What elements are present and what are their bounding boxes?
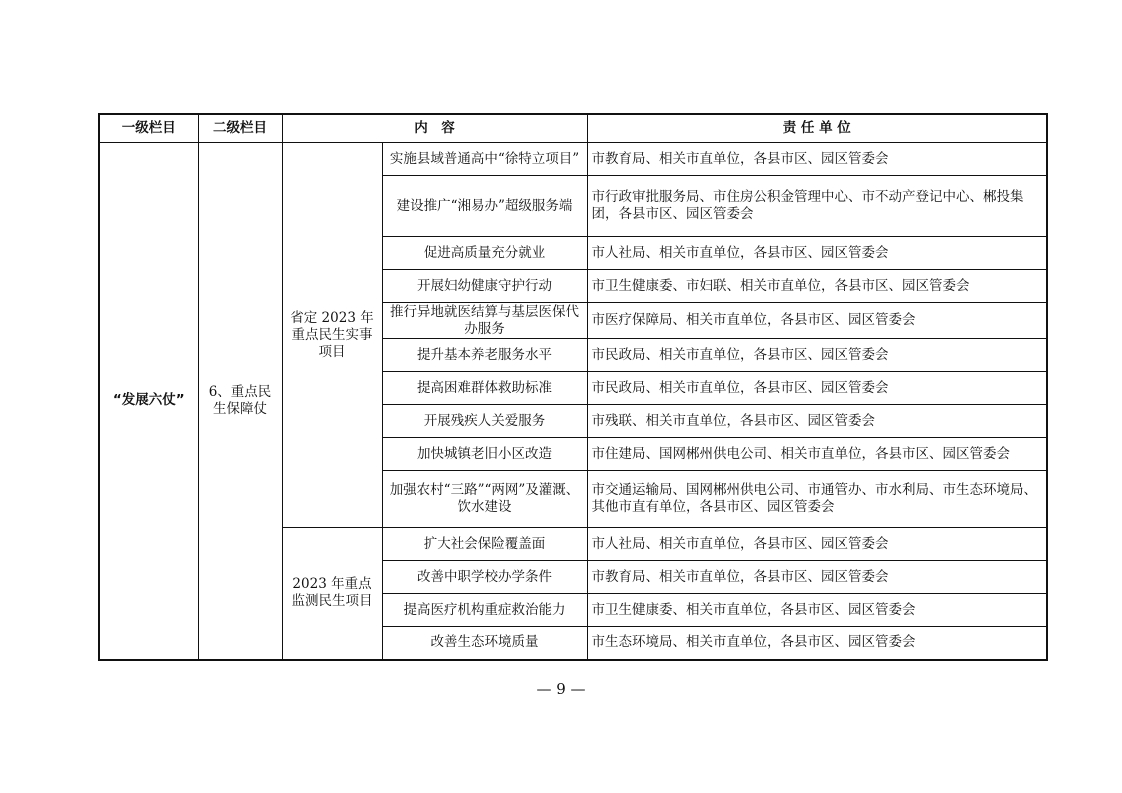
responsible-cell: 市行政审批服务局、市住房公积金管理中心、市不动产登记中心、郴投集团，各县市区、园区管委会 — [587, 176, 1047, 237]
responsible-cell: 市教育局、相关市直单位，各县市区、园区管委会 — [587, 561, 1047, 594]
responsible-cell: 市残联、相关市直单位，各县市区、园区管委会 — [587, 405, 1047, 438]
responsible-cell: 市卫生健康委、相关市直单位，各县市区、园区管委会 — [587, 594, 1047, 627]
item-cell: 提高困难群体救助标准 — [382, 372, 587, 405]
item-cell: 提升基本养老服务水平 — [382, 339, 587, 372]
item-cell: 改善生态环境质量 — [382, 627, 587, 660]
item-cell: 推行异地就医结算与基层医保代办服务 — [382, 303, 587, 339]
responsible-cell: 市卫生健康委、市妇联、相关市直单位，各县市区、园区管委会 — [587, 270, 1047, 303]
responsibility-table — [98, 113, 1048, 661]
item-cell: 提高医疗机构重症救治能力 — [382, 594, 587, 627]
responsible-cell: 市医疗保障局、相关市直单位，各县市区、园区管委会 — [587, 303, 1047, 339]
header-level2: 二级栏目 — [198, 114, 282, 143]
table-header-row — [99, 114, 1047, 143]
responsible-cell: 市教育局、相关市直单位，各县市区、园区管委会 — [587, 143, 1047, 176]
responsible-cell: 市人社局、相关市直单位，各县市区、园区管委会 — [587, 528, 1047, 561]
responsible-cell: 市人社局、相关市直单位，各县市区、园区管委会 — [587, 237, 1047, 270]
responsible-cell: 市交通运输局、国网郴州供电公司、市通管办、市水利局、市生态环境局、其他市直有单位，各县市区、园区管委会 — [587, 471, 1047, 528]
responsible-cell: 市生态环境局、相关市直单位，各县市区、园区管委会 — [587, 627, 1047, 660]
item-cell: 开展残疾人关爱服务 — [382, 405, 587, 438]
item-cell: 建设推广“湘易办”超级服务端 — [382, 176, 587, 237]
item-cell: 促进高质量充分就业 — [382, 237, 587, 270]
responsible-cell: 市住建局、国网郴州供电公司、相关市直单位，各县市区、园区管委会 — [587, 438, 1047, 471]
item-cell: 加强农村“三路”“两网”及灌溉、饮水建设 — [382, 471, 587, 528]
level2-cell: 6、重点民生保障仗 — [198, 143, 282, 660]
item-cell: 实施县域普通高中“徐特立项目” — [382, 143, 587, 176]
item-cell: 改善中职学校办学条件 — [382, 561, 587, 594]
group-cell: 省定 2023 年重点民生实事项目 — [282, 143, 382, 528]
header-level1: 一级栏目 — [99, 114, 198, 143]
level1-cell: “发展六仗” — [99, 143, 198, 660]
responsible-cell: 市民政局、相关市直单位，各县市区、园区管委会 — [587, 372, 1047, 405]
item-cell: 加快城镇老旧小区改造 — [382, 438, 587, 471]
header-responsible: 责 任 单 位 — [587, 114, 1047, 143]
responsible-cell: 市民政局、相关市直单位，各县市区、园区管委会 — [587, 339, 1047, 372]
header-content: 内 容 — [282, 114, 587, 143]
table-row — [99, 143, 1047, 176]
item-cell: 扩大社会保险覆盖面 — [382, 528, 587, 561]
item-cell: 开展妇幼健康守护行动 — [382, 270, 587, 303]
page-number: — 9 — — [536, 680, 586, 698]
group-cell: 2023 年重点监测民生项目 — [282, 528, 382, 660]
